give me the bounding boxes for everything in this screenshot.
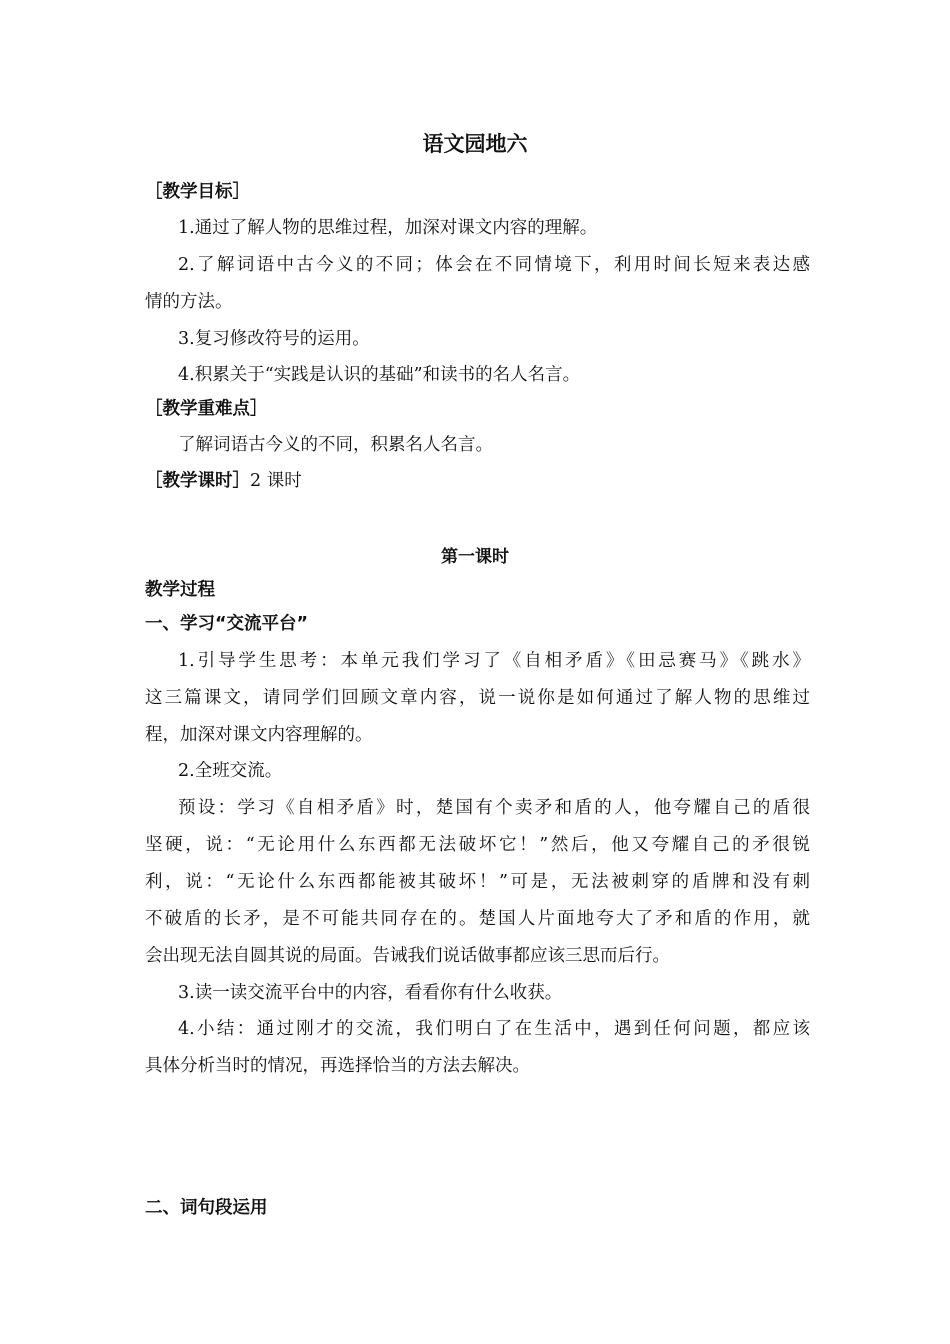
- duration-value: 2 课时: [250, 471, 302, 491]
- section1-heading: 一、学习“交流平台”: [145, 614, 309, 634]
- objective-1: 1.通过了解人物的思维过程，加深对课文内容的理解。: [178, 218, 598, 238]
- key-points-text: 了解词语古今义的不同，积累名人名言。: [178, 435, 493, 455]
- page-title: 语文园地六: [422, 132, 528, 156]
- section1-line-3: 程，加深对课文内容理解的。: [145, 725, 373, 745]
- section1-line-1: 1.引导学生思考：本单元我们学习了《自相矛盾》《田忌赛马》《跳水》: [178, 651, 810, 671]
- process-heading: 教学过程: [145, 580, 215, 600]
- section1-line-4: 2.全班交流。: [178, 761, 283, 781]
- section1-line-8: 不破盾的长矛，是不可能共同存在的。楚国人片面地夸大了矛和盾的作用，就: [145, 909, 810, 929]
- section1-line-5: 预设：学习《自相矛盾》时，楚国有个卖矛和盾的人，他夸耀自己的盾很: [178, 798, 810, 818]
- duration-heading: ［教学课时］: [145, 471, 250, 491]
- objective-2-cont: 情的方法。: [145, 292, 233, 312]
- section1-line-11: 4.小结：通过刚才的交流，我们明白了在生活中，遇到任何问题，都应该: [178, 1019, 810, 1039]
- section2-heading: 二、词句段运用: [145, 1198, 268, 1218]
- section1-line-7: 利，说：“无论什么东西都能被其破坏！”可是，无法被刺穿的盾牌和没有刺: [145, 872, 810, 892]
- duration-line: [145, 469, 810, 493]
- section1-line-12: 具体分析当时的情况，再选择恰当的方法去解决。: [145, 1056, 530, 1076]
- section1-line-2: 这三篇课文，请同学们回顾文章内容，说一说你是如何通过了解人物的思维过: [145, 688, 810, 708]
- objective-3: 3.复习修改符号的运用。: [178, 329, 370, 349]
- key-points-heading: ［教学重难点］: [145, 399, 268, 419]
- lesson1-title: 第一课时: [441, 547, 509, 567]
- objective-4: 4.积累关于“实践是认识的基础”和读书的名人名言。: [178, 365, 581, 385]
- section1-line-6: 坚硬，说：“无论用什么东西都无法破坏它！”然后，他又夸耀自己的矛很锐: [145, 835, 810, 855]
- section1-line-9: 会出现无法自圆其说的局面。告诫我们说话做事都应该三思而后行。: [145, 946, 670, 966]
- objective-2: 2.了解词语中古今义的不同；体会在不同情境下，利用时间长短来表达感: [178, 255, 810, 275]
- section1-line-10: 3.读一读交流平台中的内容，看看你有什么收获。: [178, 983, 563, 1003]
- objectives-heading: ［教学目标］: [145, 182, 250, 202]
